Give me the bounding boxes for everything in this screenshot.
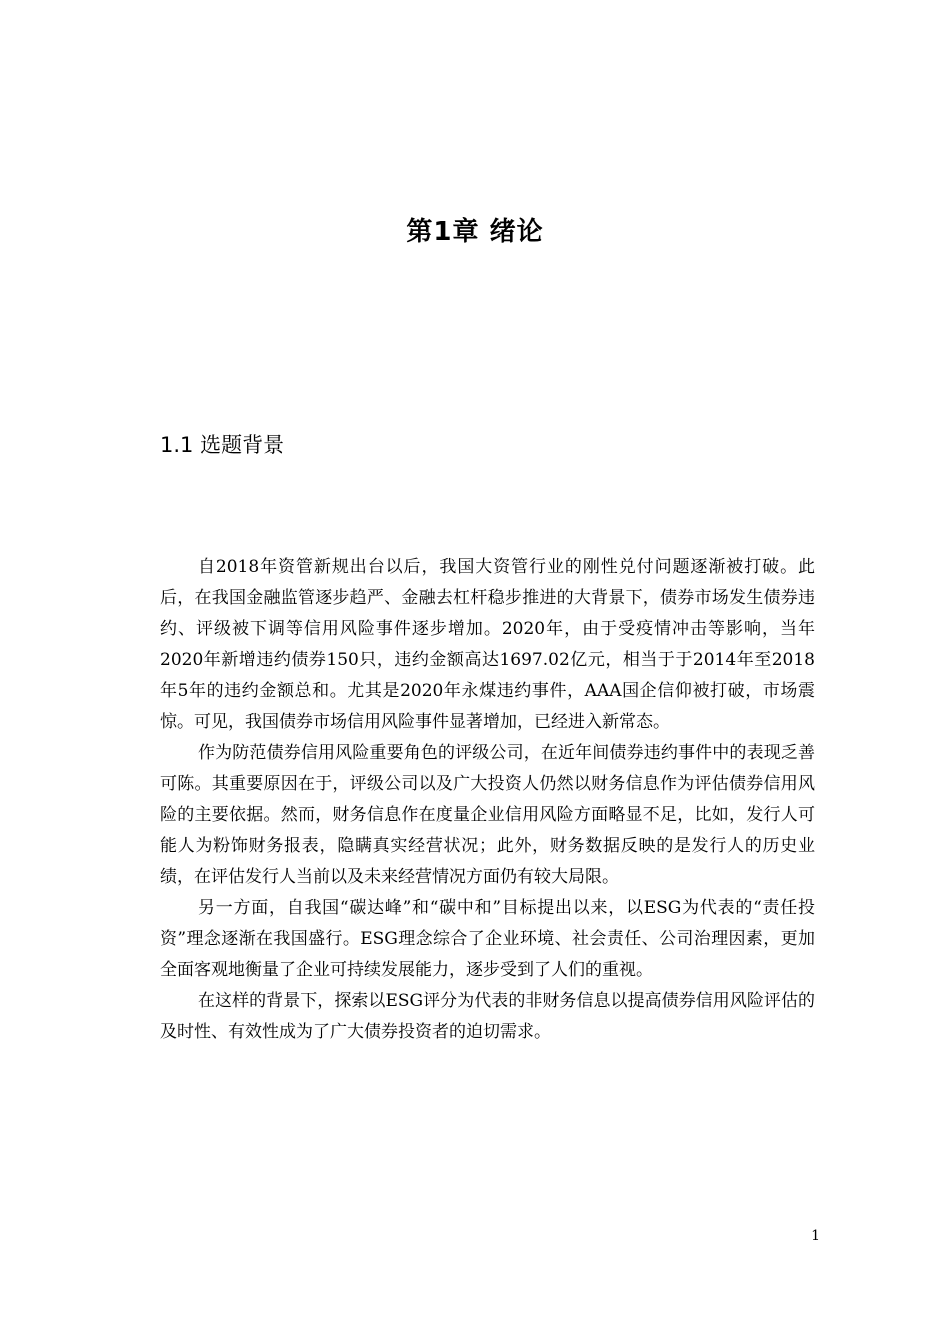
paragraph-3: 另一方面，自我国“碳达峰”和“碳中和”目标提出以来，以ESG为代表的“责任投资”理念逐渐在我国盛行。ESG理念综合了企业环境、社会责任、公司治理因素，更加全面客观地衡量了企业可持续发展能力，逐步受到了人们的重视。 <box>160 898 815 980</box>
paragraph-2: 作为防范债券信用风险重要角色的评级公司，在近年间债券违约事件中的表现乏善可陈。其重要原因在于，评级公司以及广大投资人仍然以财务信息作为评估债券信用风险的主要依据。然而，财务信息作在度量企业信用风险方面略显不足，比如，发行人可能人为粉饰财务报表，隐瞒真实经营状况；此外，财务数据反映的是发行人的历史业绩，在评估发行人当前以及未来经营情况方面仍有较大局限。 <box>160 743 815 887</box>
page-number: 1 <box>811 1228 820 1244</box>
chapter-title: 第1章 绪论 <box>406 217 544 247</box>
paragraph-1: 自2018年资管新规出台以后，我国大资管行业的刚性兑付问题逐渐被打破。此后，在我国金融监管逐步趋严、金融去杠杆稳步推进的大背景下，债券市场发生债券违约、评级被下调等信用风险事件逐步增加。2020年，由于受疫情冲击等影响，当年2020年新增违约债券150只，违约金额高达1697.02亿元，相当于于2014年至2018年5年的违约金额总和。尤其是2020年永煤违约事件，AAA国企信仰被打破，市场震惊。可见，我国债券市场信用风险事件显著增加，已经进入新常态。 <box>160 557 815 732</box>
section-title: 1.1 选题背景 <box>160 433 285 457</box>
body-text <box>160 552 815 1048</box>
paragraph-4: 在这样的背景下，探索以ESG评分为代表的非财务信息以提高债券信用风险评估的及时性、有效性成为了广大债券投资者的迫切需求。 <box>160 991 815 1042</box>
